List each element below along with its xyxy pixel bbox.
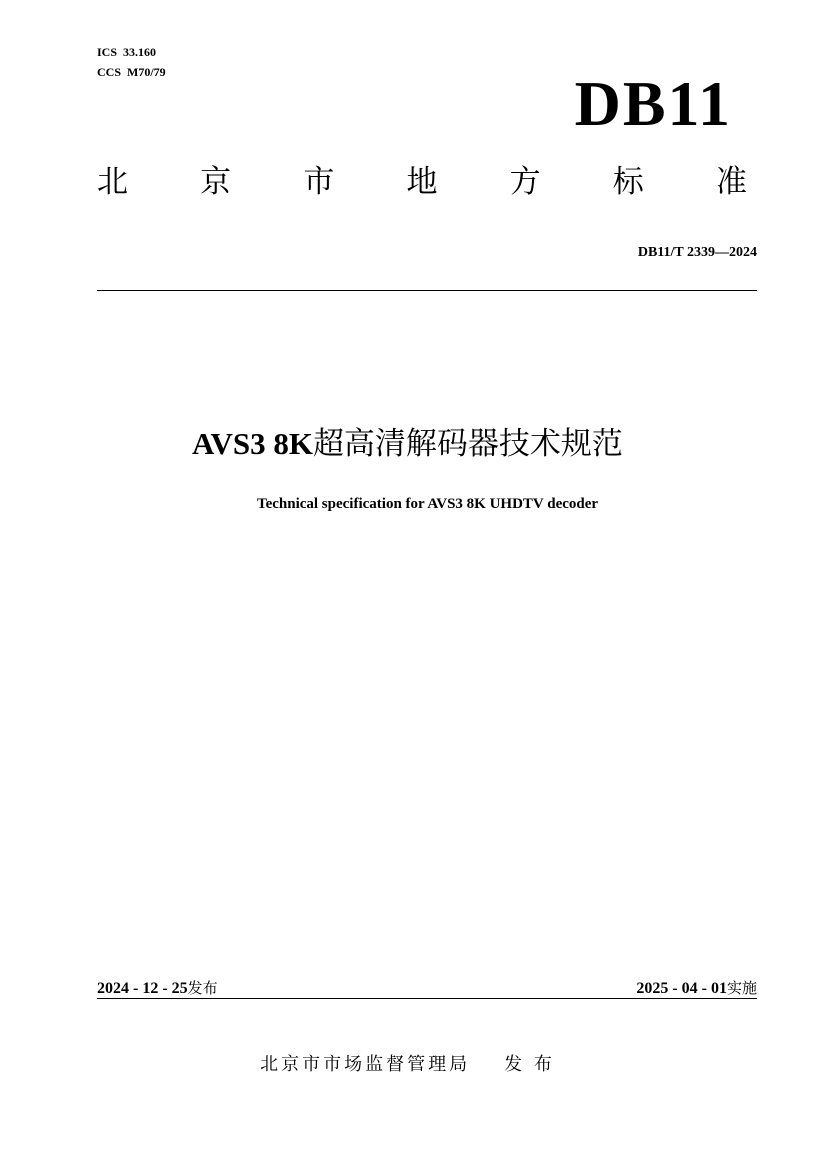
standard-type-char: 准 — [715, 164, 747, 200]
standard-type-char: 市 — [303, 164, 335, 200]
publish-date: 2024 - 12 - 25 — [97, 980, 188, 997]
title-cn-text: 超高清解码器技术规范 — [312, 426, 623, 462]
document-title-en: Technical specification for AVS3 8K UHDTV decoder — [256, 496, 599, 512]
publish-label: 发布 — [187, 979, 218, 997]
classification-codes — [97, 42, 166, 82]
publisher — [0, 1050, 815, 1076]
db-logo: DB11 — [574, 68, 732, 139]
standard-type — [97, 157, 747, 207]
standard-type-char: 京 — [200, 164, 232, 200]
ics-code: ICS 33.160 — [97, 45, 157, 59]
publish-date-block — [97, 977, 218, 998]
implement-date: 2025 - 04 - 01 — [636, 980, 727, 997]
ccs-code: CCS M70/79 — [97, 65, 166, 79]
implement-label: 实施 — [726, 979, 757, 997]
publisher-action: 发 布 — [504, 1054, 555, 1075]
publisher-name: 北京市市场监督管理局 — [260, 1054, 471, 1075]
standard-type-char: 方 — [509, 164, 541, 200]
title-cn-ascii: AVS3 8K — [192, 426, 313, 461]
date-row — [97, 974, 757, 999]
standard-number: DB11/T 2339—2024 — [637, 245, 757, 260]
standard-type-char: 北 — [97, 164, 128, 200]
standard-type-char: 地 — [406, 164, 438, 200]
implement-date-block — [636, 977, 757, 998]
document-title-cn — [0, 422, 815, 466]
header-divider — [97, 290, 757, 291]
standard-type-char: 标 — [612, 164, 644, 200]
